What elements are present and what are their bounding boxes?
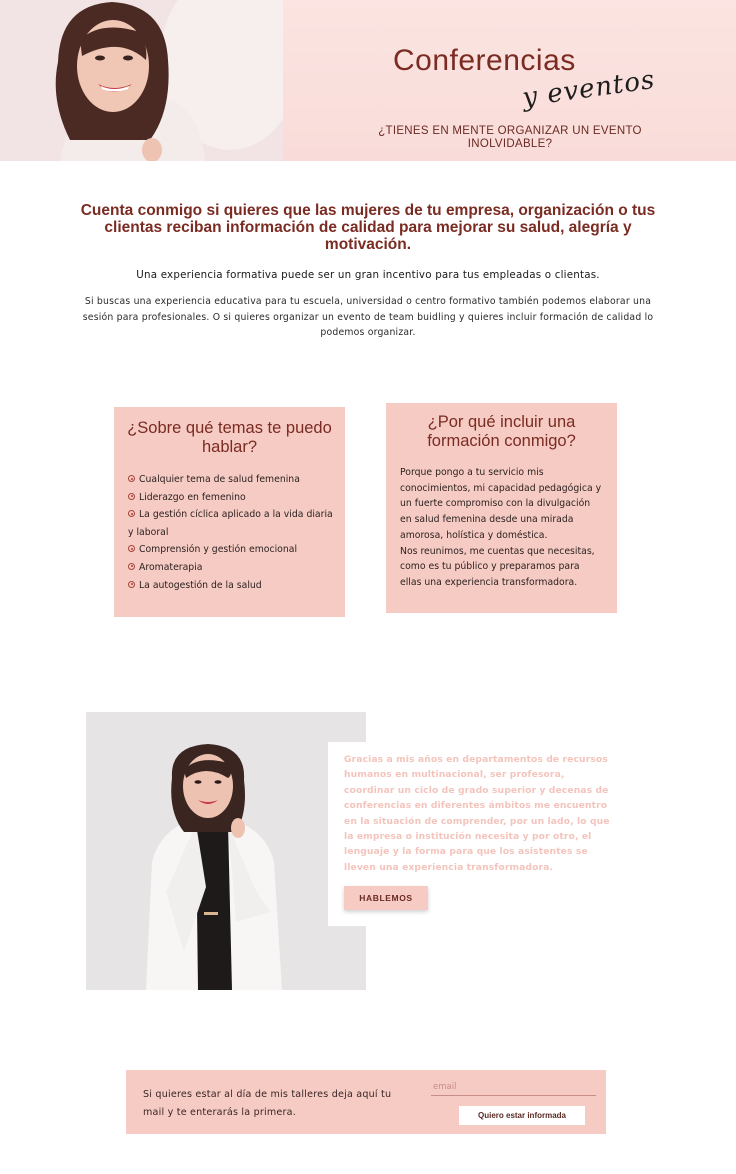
newsletter-form [126,1070,606,1134]
list-item: Comprensión y gestión emocional [128,541,333,559]
topics-card-title: ¿Sobre qué temas te puedo hablar? [127,419,332,456]
list-item: Aromaterapia [128,559,333,577]
hero-subtitle: ¿TIENES EN MENTE ORGANIZAR UN EVENTO INOLVIDABLE? [378,125,642,150]
woman-smiling-photo-icon [0,0,283,161]
list-item: Cualquier tema de salud femenina [128,471,333,489]
intro-lead: Una experiencia formativa puede ser un gran incentivo para tus empleadas o clientas. [136,269,600,281]
hero-photo [0,0,283,161]
topics-card [114,407,345,617]
why-paragraph-2: Nos reunimos, me cuentas que necesitas, como es tu público y preparamos para ellas una experiencia transformadora. [400,545,595,588]
intro-body: Si buscas una experiencia educativa para tu escuela, universidad o centro formativo también podemos elaborar una sesión para profesionales. O si quieres organizar un evento de team buidling y quieres incluir formación de calidad lo podemos organizar. [82,296,654,338]
intro-heading: Cuenta conmigo si quieres que las mujeres de tu empresa, organización o tus clientas reciban información de calidad para mejorar su salud, alegría y motivación. [80,202,656,253]
bullet-icon [128,493,135,500]
list-item: La autogestión de la salud [128,577,333,595]
topics-list [128,471,333,594]
bullet-icon [128,563,135,570]
about-text: Gracias a mis años en departamentos de recursos humanos en multinacional, ser profesora, coordinar un ciclo de grado superior y decenas de conferencias en diferentes ámbitos me encuentro en la situación de comprender, por un lado, lo que la empresa o institución necesita y por otro, el lenguaje y la forma para que los asistentes se lleven una experiencia transformadora. [344,754,610,873]
subscribe-button[interactable]: Quiero estar informada [459,1106,585,1125]
about-box [328,742,628,926]
bullet-icon [128,510,135,517]
portrait-photo [86,712,366,990]
hablemos-button[interactable]: HABLEMOS [344,886,428,910]
newsletter-text: Si quieres estar al día de mis talleres deja aquí tu mail y te enterarás la primera. [143,1089,392,1118]
why-card-title: ¿Por qué incluir una formación conmigo? [427,413,576,450]
why-card [386,403,617,613]
bullet-icon [128,475,135,482]
list-item: La gestión cíclica aplicado a la vida diaria y laboral [128,509,333,538]
page-title-script: y eventos [520,64,658,114]
woman-portrait-photo-icon [86,712,366,990]
page-title: Conferencias [393,44,576,77]
bullet-icon [128,581,135,588]
why-paragraph-1: Porque pongo a tu servicio mis conocimientos, mi capacidad pedagógica y un fuerte compromiso con la divulgación en salud femenina desde una mirada amorosa, holística y doméstica. [400,467,602,541]
email-field[interactable] [431,1078,596,1096]
hero-section [0,0,736,161]
list-item: Liderazgo en femenino [128,489,333,507]
why-card-text [400,465,603,591]
bullet-icon [128,545,135,552]
